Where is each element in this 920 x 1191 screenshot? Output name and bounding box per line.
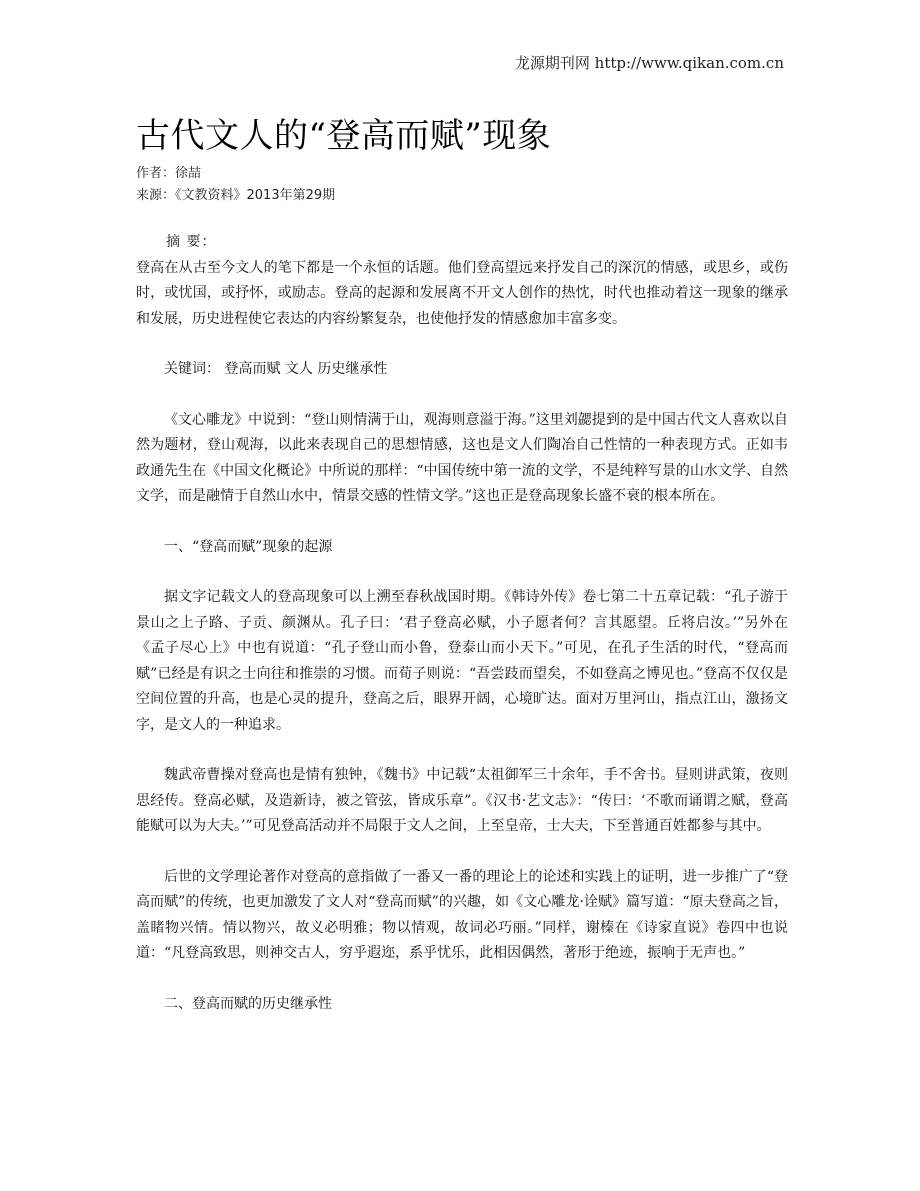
author-line: 作者：徐喆	[136, 166, 202, 181]
body-paragraph-4: 后世的文学理论著作对登高的意指做了一番又一番的理论上的论述和实践上的证明，进一步推广了“登高而赋”的传统，也更加激发了文人对“登高而赋”的兴趣，如《文心雕龙·诠赋》篇写道：“原夫登高之旨，盖睹物兴情。情以物兴，故义必明雅；物以情观，故词必巧丽。”同样，谢榛在《诗家直说》卷四中也说道：“凡登高致思，则神交古人，穷乎遐迩，系乎忧乐，此相因偶然，著形于绝迹，振响于无声也。”	[136, 868, 788, 961]
article-body	[136, 230, 788, 1017]
abstract-label: 摘 要：	[166, 234, 217, 250]
site-header[interactable]: 龙源期刊网 http://www.qikan.com.cn	[514, 54, 784, 72]
abstract-text: 登高在从古至今文人的笔下都是一个永恒的话题。他们登高望远来抒发自己的深沉的情感，或思乡，或伤时，或忧国，或抒怀，或励志。登高的起源和发展离不开文人创作的热忱，时代也推动着这一现象的继承和发展，历史进程使它表达的内容纷繁复杂，也使他抒发的情感愈加丰富多变。	[136, 259, 788, 327]
section-heading-2: 二、登高而赋的历史继承性	[164, 995, 332, 1012]
page-title: 古代文人的“登高而赋”现象	[136, 116, 552, 156]
keywords-line: 关键词： 登高而赋 文人 历史继承性	[164, 361, 388, 377]
body-paragraph-1: 《文心雕龙》中说到：“登山则情满于山，观海则意溢于海。”这里刘勰提到的是中国古代文人喜欢以自然为题材，登山观海，以此来表现自己的思想情感，这也是文人们陶冶自己性情的一种表现方式。正如韦政通先生在《中国文化概论》中所说的那样：“中国传统中第一流的文学，不是纯粹写景的山水文学、自然文学，而是融情于自然山水中，情景交感的性情文学。”这也正是登高现象长盛不衰的根本所在。	[136, 411, 788, 504]
body-paragraph-2: 据文字记载文人的登高现象可以上溯至春秋战国时期。《韩诗外传》卷七第二十五章记载：“孔子游于景山之上子路、子贡、颜渊从。孔子曰：‘君子登高必赋，小子愿者何？言其愿望。丘将启汝。’”另外在《孟子尽心上》中也有说道：“孔子登山而小鲁，登泰山而小天下。”可见，在孔子生活的时代，“登高而赋”已经是有识之士向往和推崇的习惯。而荀子则说：“吾尝跂而望矣，不如登高之博见也。”登高不仅仅是空间位置的升高，也是心灵的提升，登高之后，眼界开阔，心境旷达。面对万里河山，指点江山，激扬文字，是文人的一种追求。	[136, 589, 788, 733]
source-line: 来源：《文教资料》2013年第29期	[136, 188, 336, 203]
section-heading-1: 一、“登高而赋”现象的起源	[164, 538, 333, 555]
body-paragraph-3: 魏武帝曹操对登高也是情有独钟，《魏书》中记载“太祖御军三十余年，手不舍书。昼则讲武策，夜则思经传。登高必赋，及造新诗，被之管弦，皆成乐章”。《汉书·艺文志》：“传曰：‘不歌而诵谓之赋，登高能赋可以为大夫。’”可见登高活动并不局限于文人之间，上至皇帝，士大夫，下至普通百姓都参与其中。	[136, 767, 788, 834]
